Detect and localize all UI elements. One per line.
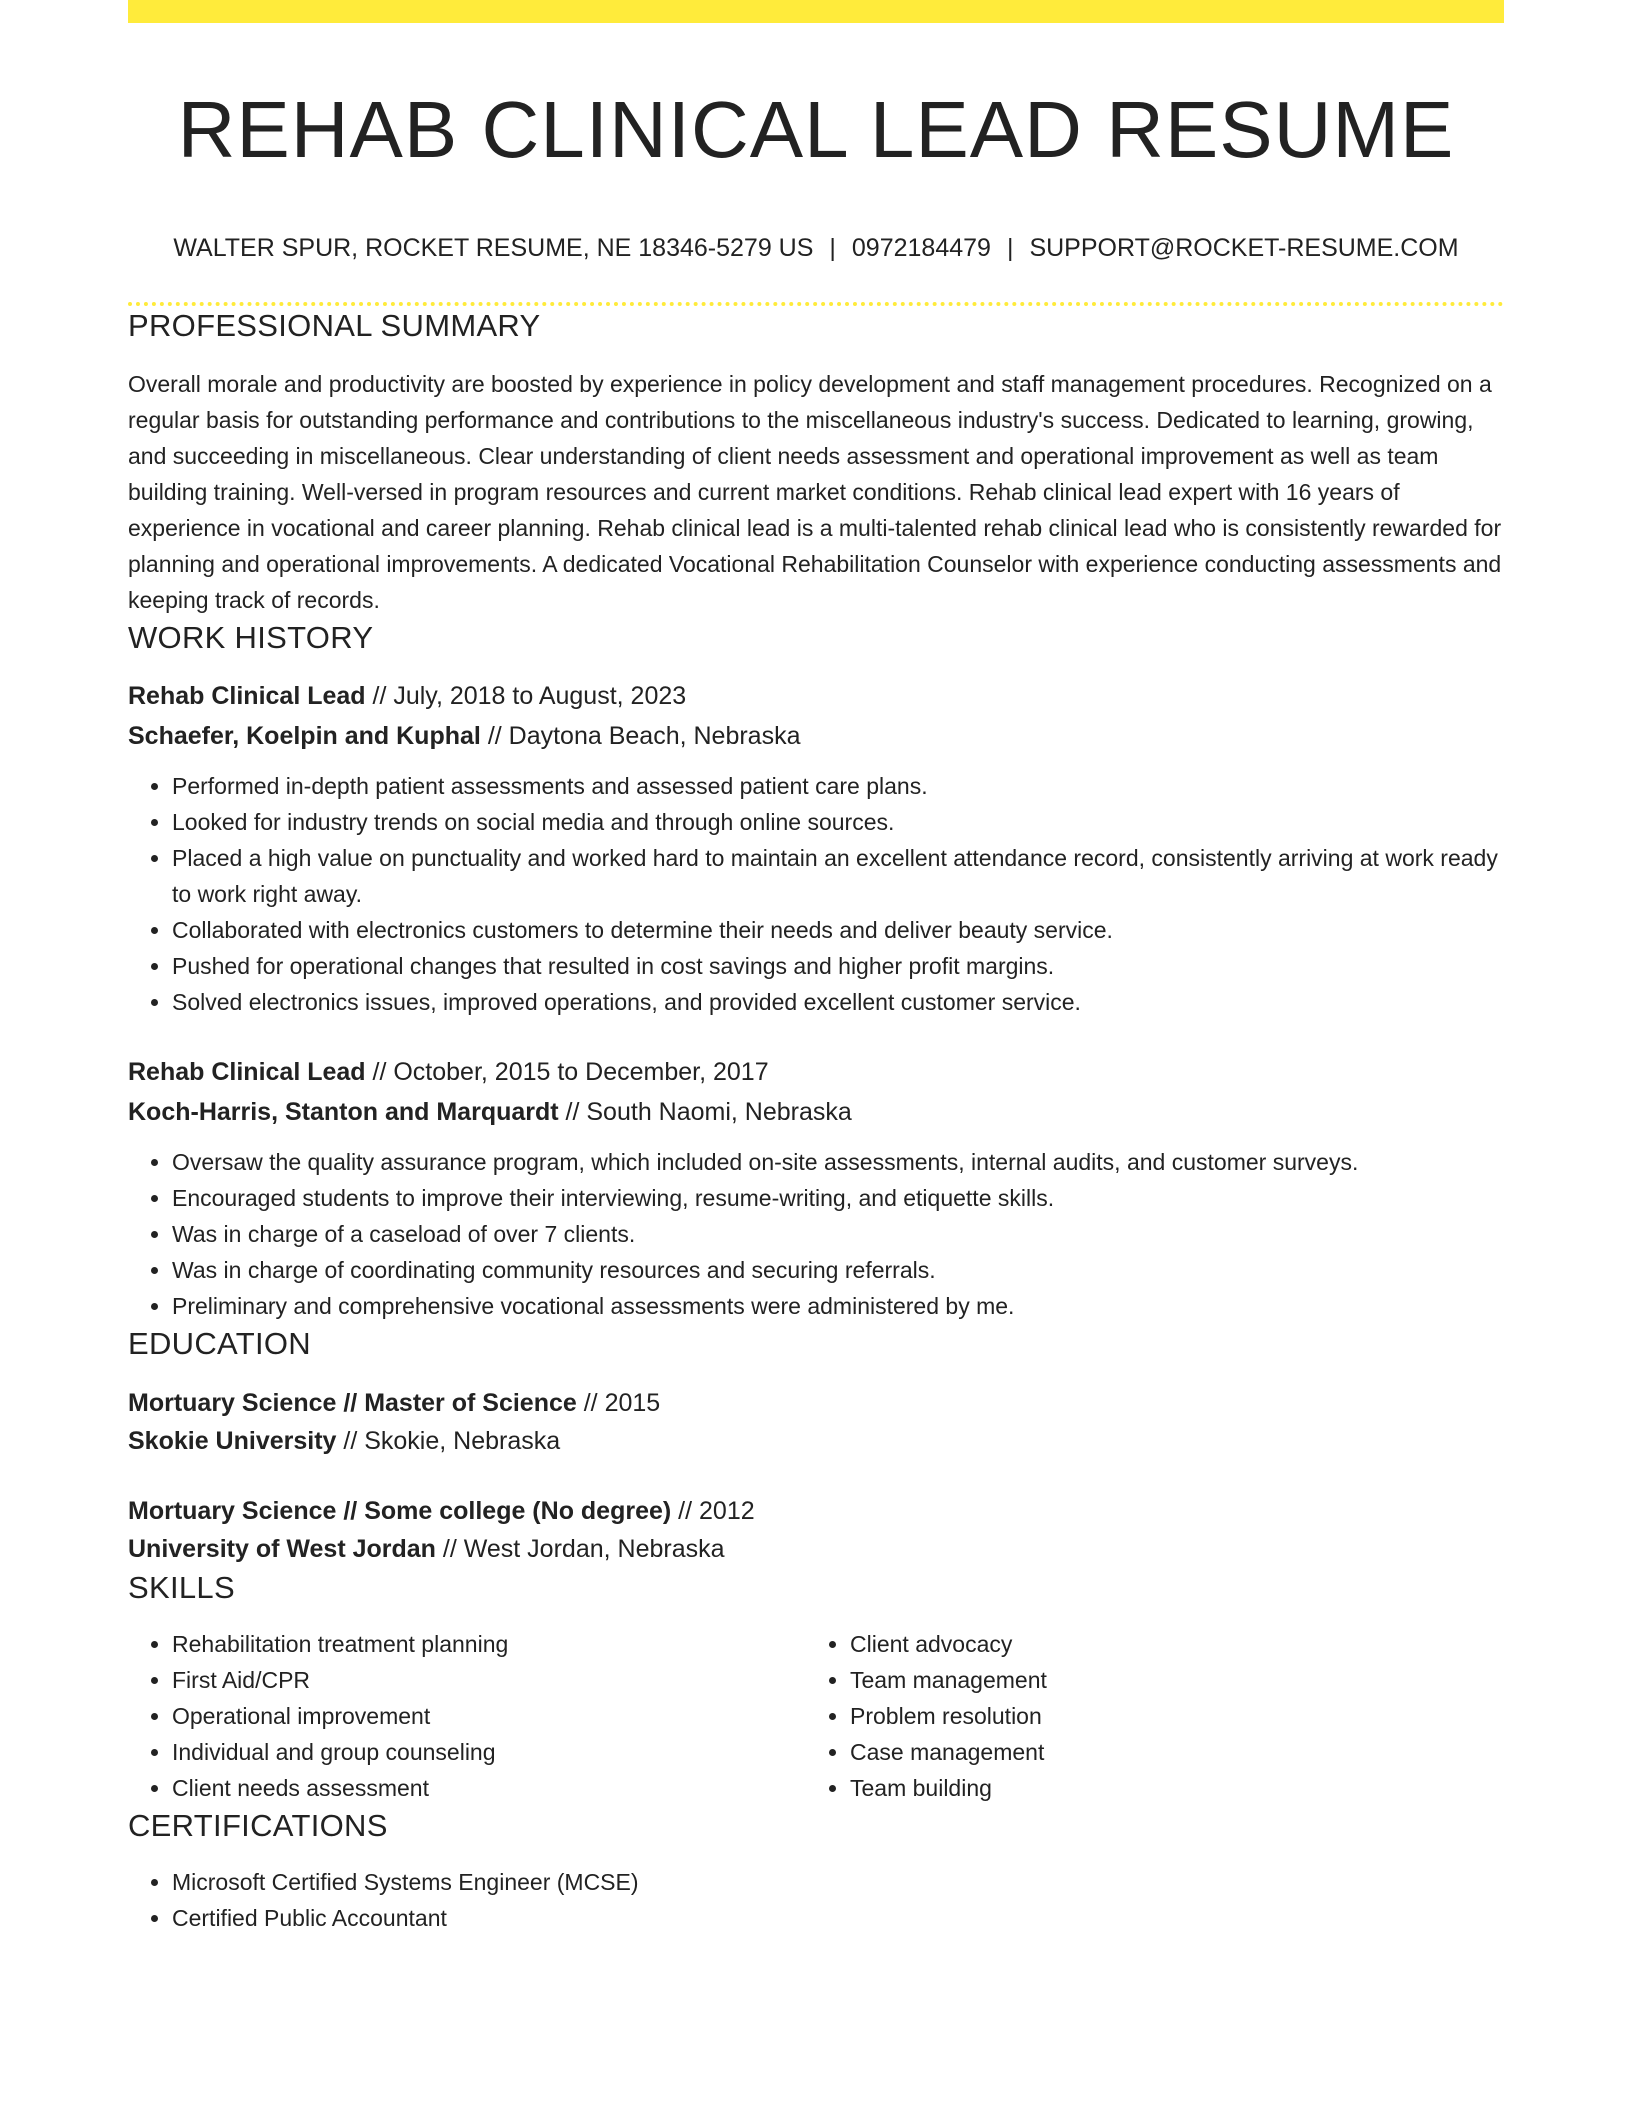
contact-separator: |: [1006, 234, 1014, 262]
education-year: // 2015: [583, 1389, 661, 1417]
list-item: • First Aid/CPR: [172, 1662, 806, 1698]
list-item: • Preliminary and comprehensive vocational assessments were administered by me.: [172, 1288, 1504, 1324]
resume-title: REHAB CLINICAL LEAD RESUME: [177, 85, 1455, 174]
work-history-heading: WORK HISTORY: [128, 620, 374, 655]
list-item: • Pushed for operational changes that resulted in cost savings and higher profit margins.: [172, 948, 1504, 984]
job-company-line: [128, 1092, 1504, 1132]
list-item: • Oversaw the quality assurance program, which included on-site assessments, internal audits, and customer surveys.: [172, 1144, 1504, 1180]
skills-columns: [128, 1626, 1504, 1806]
education-degree: Mortuary Science // Some college (No degree): [128, 1497, 672, 1525]
job-bullets: [128, 1144, 1504, 1324]
job-company: Schaefer, Koelpin and Kuphal: [128, 722, 481, 750]
list-item: • Certified Public Accountant: [172, 1900, 1504, 1936]
education-entry: [128, 1492, 1504, 1568]
education-degree-line: [128, 1384, 1504, 1422]
contact-line: [128, 232, 1504, 264]
list-item: • Case management: [850, 1734, 1484, 1770]
education-year: // 2012: [678, 1497, 755, 1525]
education-school-line: [128, 1422, 1504, 1460]
list-item: • Was in charge of a caseload of over 7 clients.: [172, 1216, 1504, 1252]
list-item: • Was in charge of coordinating community resources and securing referrals.: [172, 1252, 1504, 1288]
skills-list-right: [806, 1626, 1484, 1806]
list-item: • Team building: [850, 1770, 1484, 1806]
job-company: Koch-Harris, Stanton and Marquardt: [128, 1098, 559, 1126]
list-item: • Encouraged students to improve their interviewing, resume-writing, and etiquette skills.: [172, 1180, 1504, 1216]
summary-text: Overall morale and productivity are boosted by experience in policy development and staff management procedures. Recognized on a regular basis for outstanding performance and contributions to the miscellaneous industry's success. Dedicated to learning, growing, and succeeding in miscellaneous. Clear understanding of client needs assessment and operational improvement as well as team building training. Well-versed in program resources and current market conditions. Rehab clinical lead expert with 16 years of experience in vocational and career planning. Rehab clinical lead is a multi-talented rehab clinical lead who is consistently rewarded for planning and operational improvements. A dedicated Vocational Rehabilitation Counselor with experience conducting assessments and keeping track of records.: [128, 371, 1502, 613]
list-item: • Client needs assessment: [172, 1770, 806, 1806]
education-location: // West Jordan, Nebraska: [442, 1535, 725, 1563]
education-heading: EDUCATION: [128, 1326, 311, 1361]
list-item: • Collaborated with electronics customers to determine their needs and deliver beauty service.: [172, 912, 1504, 948]
list-item: • Solved electronics issues, improved operations, and provided excellent customer service.: [172, 984, 1504, 1020]
job-title-line: [128, 676, 1504, 716]
list-item: • Individual and group counseling: [172, 1734, 806, 1770]
job-title-line: [128, 1052, 1504, 1092]
summary-heading: PROFESSIONAL SUMMARY: [128, 308, 541, 343]
contact-email: SUPPORT@ROCKET-RESUME.COM: [1029, 234, 1459, 262]
job-bullets: [128, 768, 1504, 1020]
job-dates: // October, 2015 to December, 2017: [372, 1058, 769, 1086]
job-company-line: [128, 716, 1504, 756]
job-entry: [128, 676, 1504, 1020]
list-item: • Operational improvement: [172, 1698, 806, 1734]
job-dates: // July, 2018 to August, 2023: [372, 682, 687, 710]
list-item: • Rehabilitation treatment planning: [172, 1626, 806, 1662]
list-item: • Problem resolution: [850, 1698, 1484, 1734]
skills-heading: SKILLS: [128, 1570, 235, 1605]
education-location: // Skokie, Nebraska: [343, 1427, 561, 1455]
job-title: Rehab Clinical Lead: [128, 682, 366, 710]
list-item: • Microsoft Certified Systems Engineer (MCSE): [172, 1864, 1504, 1900]
list-item: • Team management: [850, 1662, 1484, 1698]
job-title: Rehab Clinical Lead: [128, 1058, 366, 1086]
list-item: • Client advocacy: [850, 1626, 1484, 1662]
list-item: • Looked for industry trends on social media and through online sources.: [172, 804, 1504, 840]
job-location: // South Naomi, Nebraska: [565, 1098, 852, 1126]
list-item: • Placed a high value on punctuality and worked hard to maintain an excellent attendance record, consistently arriving at work ready to work right away.: [172, 840, 1504, 912]
job-entry: [128, 1052, 1504, 1324]
education-degree: Mortuary Science // Master of Science: [128, 1389, 577, 1417]
education-degree-line: [128, 1492, 1504, 1530]
contact-separator: |: [829, 234, 836, 262]
list-item: • Performed in-depth patient assessments and assessed patient care plans.: [172, 768, 1504, 804]
job-location: // Daytona Beach, Nebraska: [487, 722, 801, 750]
resume-content: [128, 0, 1504, 1936]
skills-list-left: [128, 1626, 806, 1806]
education-entry: [128, 1384, 1504, 1460]
education-school: Skokie University: [128, 1427, 337, 1455]
certifications-list: [128, 1864, 1504, 1936]
education-school: University of West Jordan: [128, 1535, 436, 1563]
education-school-line: [128, 1530, 1504, 1568]
contact-phone: 0972184479: [851, 234, 991, 262]
contact-address: WALTER SPUR, ROCKET RESUME, NE 18346-5279 US: [173, 234, 814, 262]
certifications-heading: CERTIFICATIONS: [128, 1808, 388, 1843]
